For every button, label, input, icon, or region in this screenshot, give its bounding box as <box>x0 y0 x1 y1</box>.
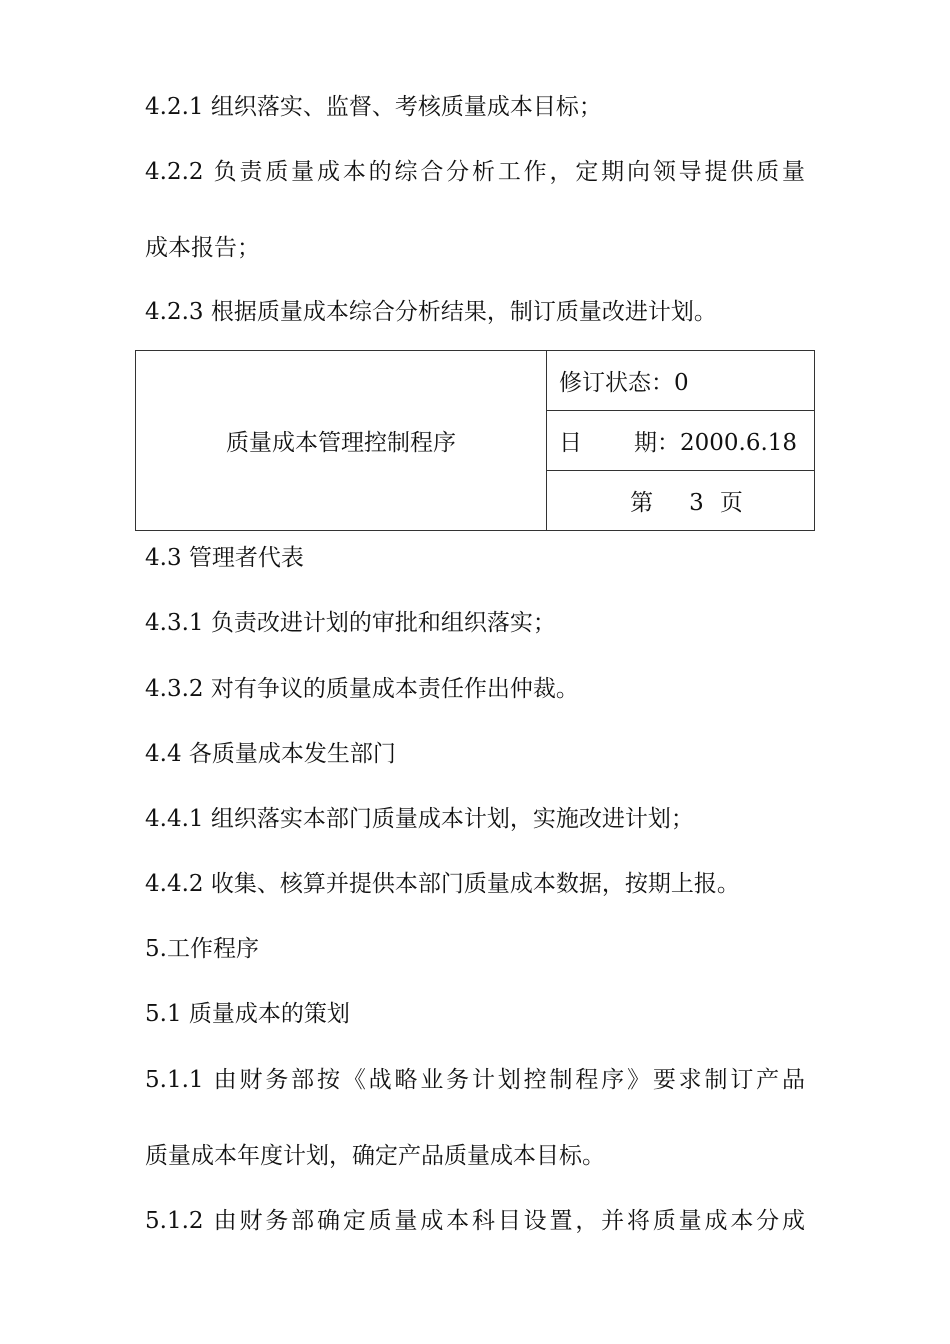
section-4-4-heading: 4.4 各质量成本发生部门 <box>145 741 396 767</box>
page-prefix: 第 <box>630 490 654 516</box>
revision-status <box>547 351 815 411</box>
clause-5-1-1-line-1: 5.1.1 由财务部按《战略业务计划控制程序》要求制订产品 <box>145 1067 805 1093</box>
document-header-box <box>135 350 815 531</box>
document-title: 质量成本管理控制程序 <box>136 351 547 531</box>
clause-5-1-1-line-2: 质量成本年度计划，确定产品质量成本目标。 <box>145 1143 605 1169</box>
clause-4-2-2-line-2: 成本报告； <box>145 235 260 261</box>
date-label-char-1: 日 <box>559 430 582 456</box>
clause-4-2-3: 4.2.3 根据质量成本综合分析结果，制订质量改进计划。 <box>145 299 717 325</box>
clause-4-4-1: 4.4.1 组织落实本部门质量成本计划，实施改进计划； <box>145 806 694 832</box>
clause-4-3-1: 4.3.1 负责改进计划的审批和组织落实； <box>145 610 556 636</box>
revision-label: 修订状态： <box>559 370 674 396</box>
date-label-char-2: 期： <box>634 430 680 456</box>
issue-date <box>547 411 815 471</box>
revision-value: 0 <box>674 370 689 396</box>
clause-4-2-1: 4.2.1 组织落实、监督、考核质量成本目标； <box>145 94 602 120</box>
clause-4-2-2-line-1: 4.2.2 负责质量成本的综合分析工作，定期向领导提供质量 <box>145 159 805 185</box>
section-4-3-heading: 4.3 管理者代表 <box>145 545 304 571</box>
clause-5-1-2-line-1: 5.1.2 由财务部确定质量成本科目设置，并将质量成本分成 <box>145 1208 805 1234</box>
clause-4-4-2: 4.4.2 收集、核算并提供本部门质量成本数据，按期上报。 <box>145 871 740 897</box>
section-5-heading: 5.工作程序 <box>145 936 259 962</box>
date-value: 2000.6.18 <box>680 430 798 456</box>
page-indicator <box>547 471 815 531</box>
clause-4-3-2: 4.3.2 对有争议的质量成本责任作出仲裁。 <box>145 676 579 702</box>
page-number: 3 <box>689 490 704 516</box>
page-suffix: 页 <box>719 490 743 516</box>
section-5-1-heading: 5.1 质量成本的策划 <box>145 1001 350 1027</box>
